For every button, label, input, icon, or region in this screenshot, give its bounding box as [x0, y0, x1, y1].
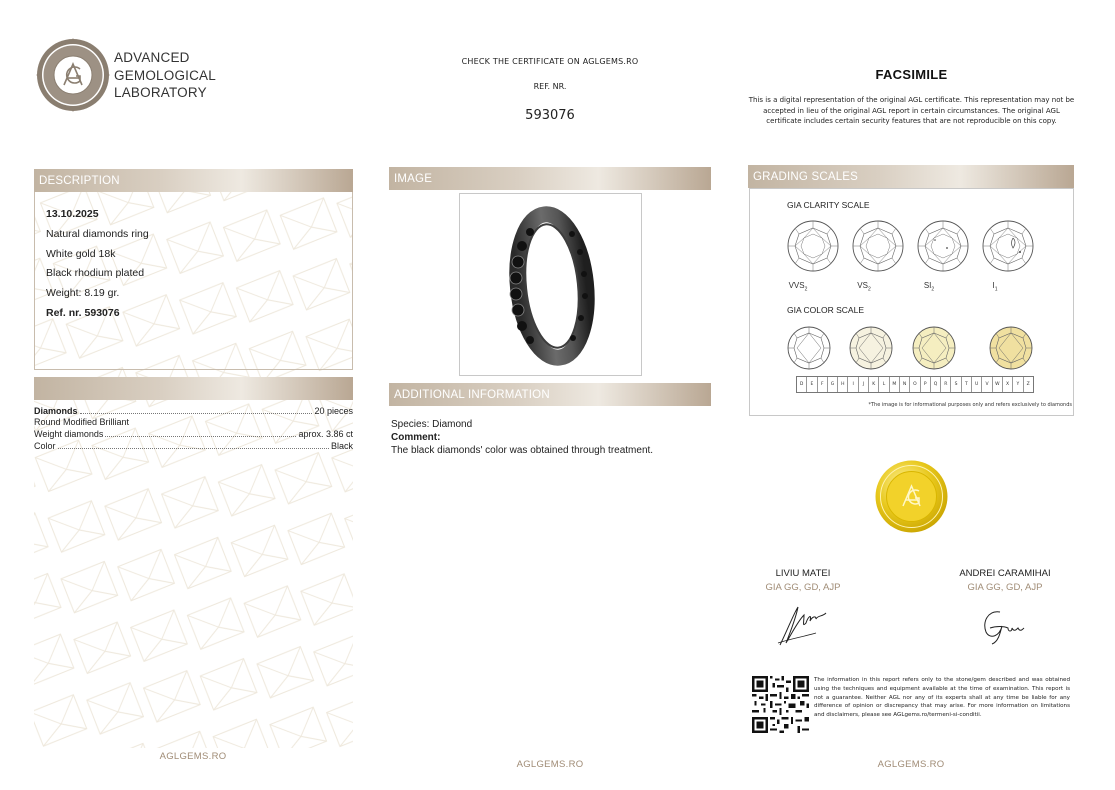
item-weight: Weight: 8.19 gr.: [46, 287, 120, 300]
clarity-grade-si-text: SI: [923, 281, 932, 290]
dotted-leader: [58, 448, 329, 449]
weight-label: Weight diamonds: [34, 429, 104, 440]
footer-website-middle: AGLGEMS.RO: [516, 759, 584, 770]
image-heading: IMAGE: [389, 167, 711, 190]
color-grade-cell: O: [910, 377, 920, 392]
item-ref: Ref. nr. 593076: [46, 306, 120, 319]
color-grade-cell: U: [972, 377, 982, 392]
grading-scale-note: *The image is for informational purposes only and refers exclusively to diamonds: [868, 402, 1072, 408]
agl-seal-logo: [36, 38, 110, 112]
color-grade-cell: K: [869, 377, 879, 392]
diamonds-weight-row: [34, 427, 353, 439]
certificate-date: 13.10.2025: [46, 208, 99, 220]
qr-code: [752, 676, 809, 733]
color-grade-cell: W: [993, 377, 1003, 392]
clarity-grade-vs: [849, 281, 879, 293]
color-grade-cell: Z: [1026, 382, 1030, 387]
clarity-grade-vs-sub: 2: [867, 286, 871, 293]
color-grade-cell: J: [859, 377, 869, 392]
lab-name-line-2: GEMOLOGICAL: [114, 67, 216, 83]
clarity-grade-si: [914, 281, 944, 293]
dotted-leader: [105, 436, 296, 437]
clarity-scale-title: GIA CLARITY SCALE: [787, 200, 870, 210]
lab-name: [114, 49, 216, 102]
signer-1: [723, 568, 883, 593]
dotted-leader: [80, 413, 313, 414]
clarity-grade-vs-text: VS: [857, 281, 868, 290]
clarity-grade-vvs: [783, 281, 813, 293]
signer-2: [925, 568, 1085, 593]
signature-1: [776, 603, 832, 649]
clarity-grade-i: [980, 281, 1010, 293]
product-image-frame: [459, 193, 642, 376]
color-grade-cell: M: [890, 377, 900, 392]
color-grade-cell: I: [848, 377, 858, 392]
clarity-grade-i-text: I: [992, 281, 995, 290]
color-diamond-diagrams: [786, 325, 1036, 371]
additional-info-content: [391, 419, 653, 457]
signature-2: [978, 606, 1030, 646]
color-grade-cell: P: [921, 377, 931, 392]
description-content: [46, 208, 149, 327]
color-label: Color: [34, 440, 56, 451]
diamonds-label: Diamonds: [34, 405, 78, 416]
footer-website-right: AGLGEMS.RO: [877, 759, 945, 770]
signer-2-name: ANDREI CARAMIHAI: [959, 568, 1051, 579]
lab-name-line-1: ADVANCED: [114, 50, 190, 65]
black-diamond-ring-image: [460, 194, 643, 377]
color-letter-scale: [796, 376, 1034, 393]
diamonds-count: 20 pieces: [314, 405, 353, 416]
color-grade-cell: Y: [1013, 377, 1023, 392]
plating: Black rhodium plated: [46, 267, 145, 280]
signer-1-qualifications: GIA GG, GD, AJP: [765, 582, 841, 593]
clarity-grade-i-sub: 1: [994, 286, 998, 293]
color-grade-cell: G: [828, 377, 838, 392]
diamonds-cut: Round Modified Brilliant: [34, 417, 130, 428]
check-certificate-text: CHECK THE CERTIFICATE ON AGLGEMS.RO: [461, 57, 639, 66]
color-grade-cell: F: [818, 377, 828, 392]
ref-label: REF. NR.: [533, 82, 567, 91]
comment-text: The black diamonds' color was obtained through treatment.: [391, 444, 654, 456]
clarity-grade-vvs-sub: 2: [804, 286, 808, 293]
species: Species: Diamond: [391, 419, 473, 430]
signer-1-name: LIVIU MATEI: [775, 568, 831, 579]
color-value: Black: [330, 440, 353, 451]
footer-website-left: AGLGEMS.RO: [159, 751, 227, 762]
color-grade-cell: X: [1003, 377, 1013, 392]
lab-name-line-3: LABORATORY: [114, 85, 207, 100]
facsimile-notice: This is a digital representation of the original AGL certificate. This representation may not be accepted in lieu of the original AGL report in certain circumstances. The original AGL certificate includes certain security features that are not reproducible on this copy.: [748, 96, 1075, 125]
color-grade-cell: T: [962, 377, 972, 392]
clarity-grade-si-sub: 2: [931, 286, 935, 293]
clarity-diamond-diagrams: [785, 218, 1041, 276]
metal: White gold 18k: [46, 247, 116, 260]
grading-scales-heading: GRADING SCALES: [748, 165, 1074, 188]
color-grade-cell: L: [879, 377, 889, 392]
color-grade-cell: E: [807, 377, 817, 392]
legal-disclaimer: The information in this report refers only to the stone/gem described and was obtained using the techniques and equipment available at the time of examination. This report is not a guarantee. Neither AGL nor any of its experts shall at any time be liable for any difference of opinion or discrepancy that may arise. For more information on limitations and disclaimers, please see AGLgems.ro/termeni-si-conditii.: [814, 677, 1070, 719]
comment-label: Comment:: [391, 431, 441, 443]
clarity-grade-vvs-text: VVS: [788, 281, 805, 290]
diamonds-cut-row: [34, 416, 353, 428]
color-grade-cell: Q: [931, 377, 941, 392]
signer-2-qualifications: GIA GG, GD, AJP: [967, 582, 1043, 593]
item-type: Natural diamonds ring: [46, 227, 149, 240]
color-grade-cell: H: [838, 377, 848, 392]
color-grade-cell: D: [797, 377, 807, 392]
ref-number: 593076: [525, 108, 575, 123]
diamonds-color-row: [34, 439, 353, 451]
color-grade-cell: N: [900, 377, 910, 392]
facsimile-title: FACSIMILE: [875, 67, 948, 82]
color-grade-cell: R: [941, 377, 951, 392]
color-grade-cell: V: [982, 377, 992, 392]
diamonds-heading-bar: [34, 377, 353, 400]
gold-agl-seal: [874, 459, 949, 534]
weight-value: aprox. 3.86 ct: [298, 429, 353, 440]
description-heading: DESCRIPTION: [34, 169, 353, 192]
color-scale-title: GIA COLOR SCALE: [787, 305, 864, 315]
color-grade-cell: S: [951, 377, 961, 392]
diamonds-table: [34, 404, 353, 451]
additional-info-heading: ADDITIONAL INFORMATION: [389, 383, 711, 406]
diamonds-count-row: [34, 404, 353, 416]
